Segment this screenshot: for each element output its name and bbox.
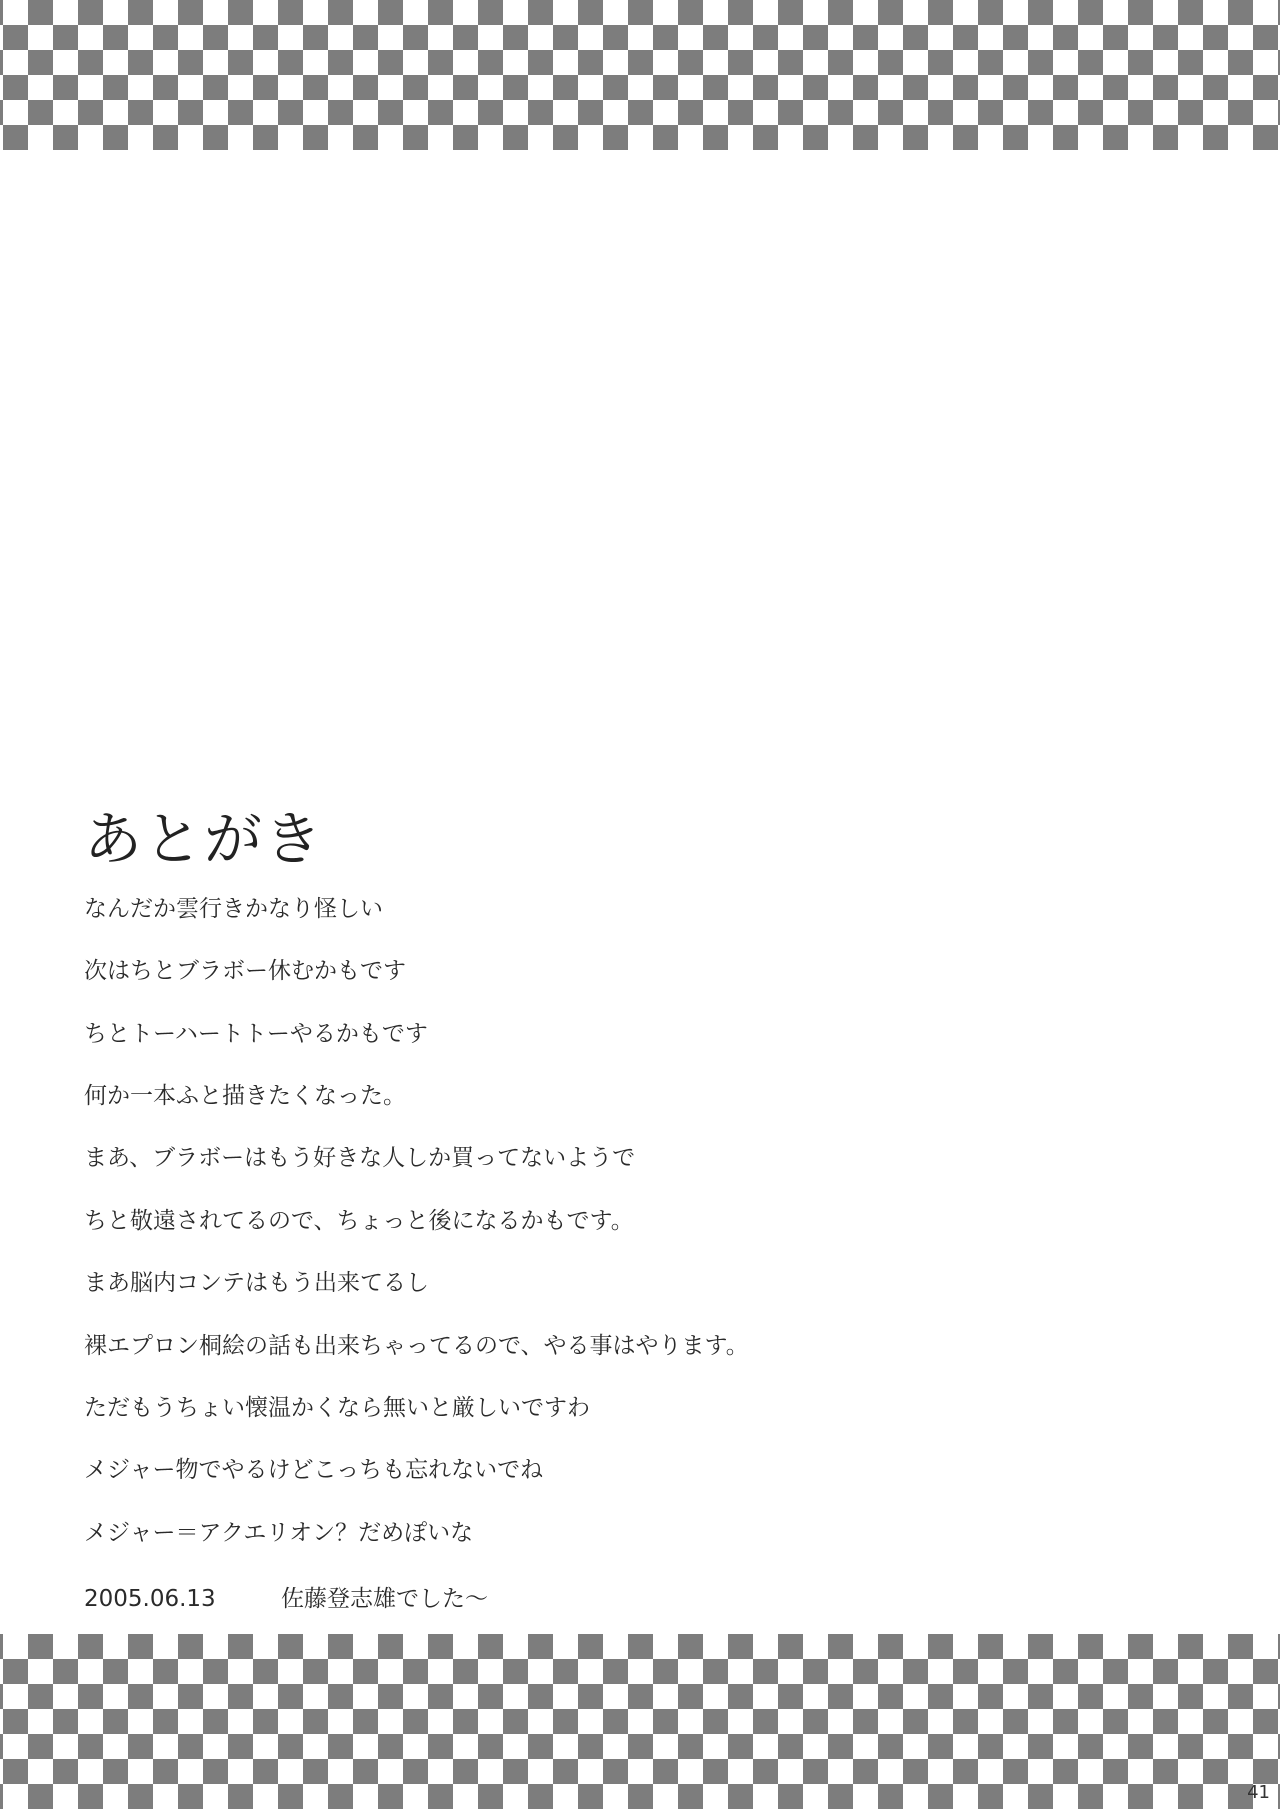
page-number: 41 — [1247, 1782, 1270, 1803]
afterword-heading: あとがき — [84, 805, 325, 873]
afterword-line: 裸エプロン桐絵の話も出来ちゃってるので、やる事はやります。 — [84, 1332, 749, 1359]
afterword-line: 何か一本ふと描きたくなった。 — [84, 1082, 406, 1109]
checkerboard-border-bottom — [0, 1634, 1280, 1809]
afterword-line: なんだか雲行きかなり怪しい — [84, 895, 383, 922]
signature-author: 佐藤登志雄でした～ — [281, 1586, 489, 1612]
afterword-line: まあ、ブラボーはもう好きな人しか買ってないようで — [84, 1145, 636, 1172]
checkerboard-border-top — [0, 0, 1280, 150]
afterword-line: メジャー＝アクエリオン？だめぽいな — [84, 1519, 474, 1546]
afterword-line: ちと敬遠されてるので、ちょっと後になるかもです。 — [84, 1207, 634, 1234]
afterword-line: ただもうちょい懐温かくなら無いと厳しいですわ — [84, 1394, 590, 1421]
afterword-line: メジャー物でやるけどこっちも忘れないでね — [84, 1457, 544, 1484]
afterword-line: ちとトーハートトーやるかもです — [84, 1020, 428, 1047]
afterword-line: まあ脳内コンテはもう出来てるし — [84, 1270, 429, 1297]
afterword-section — [84, 805, 1184, 1564]
afterword-lines — [84, 878, 1184, 1564]
signature-date: 2005.06.13 — [84, 1586, 216, 1612]
afterword-line: 次はちとブラボー休むかもです — [84, 958, 406, 985]
signature-line — [84, 1580, 488, 1613]
